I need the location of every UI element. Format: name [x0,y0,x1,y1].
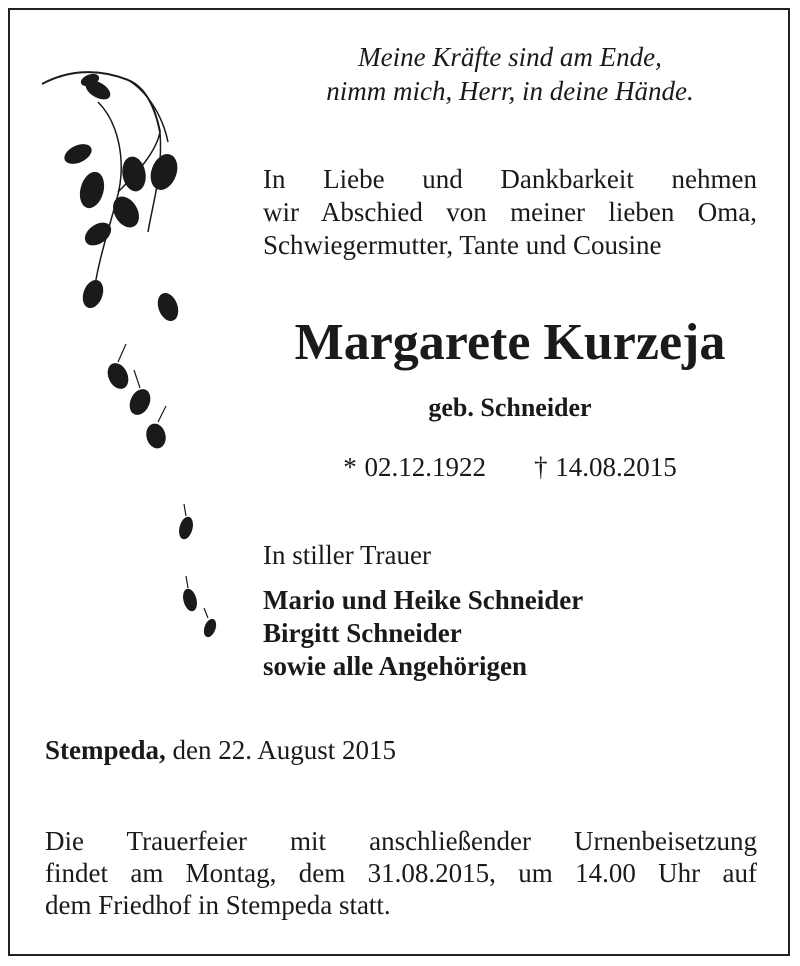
mourner-name: Birgitt Schneider [263,618,462,648]
intro-text [263,163,757,262]
intro-line: In Liebe und Dankbarkeit nehmen [263,164,757,194]
place: Stempeda, [45,735,166,765]
birth-name: geb. Schneider [428,393,592,422]
ceremony-line: dem Friedhof in Stempeda statt. [45,890,391,920]
verse [270,40,750,108]
deceased-name: Margarete Kurzeja [294,314,726,371]
birch-leaves-icon [38,62,228,662]
intro-line: wir Abschied von meiner lieben Oma, [263,197,757,227]
life-dates [263,452,757,483]
verse-line: nimm mich, Herr, in deine Hände. [326,76,694,106]
mourners-list [263,584,583,683]
verse-line: Meine Kräfte sind am Ende, [358,42,662,72]
place-date [45,735,396,766]
birth-date: * 02.12.1922 [343,452,486,482]
ceremony-line: Die Trauerfeier mit anschließender Urnenbeisetzung [45,826,757,856]
mourner-name: sowie alle Angehörigen [263,651,527,681]
date: den 22. August 2015 [172,735,397,765]
death-date: † 14.08.2015 [534,452,677,482]
ceremony-info [45,825,757,921]
mourning-label: In stiller Trauer [263,540,431,570]
intro-line: Schwiegermutter, Tante und Cousine [263,230,662,260]
mourner-name: Mario und Heike Schneider [263,585,584,615]
ceremony-line: findet am Montag, dem 31.08.2015, um 14.00 Uhr auf [45,858,757,888]
